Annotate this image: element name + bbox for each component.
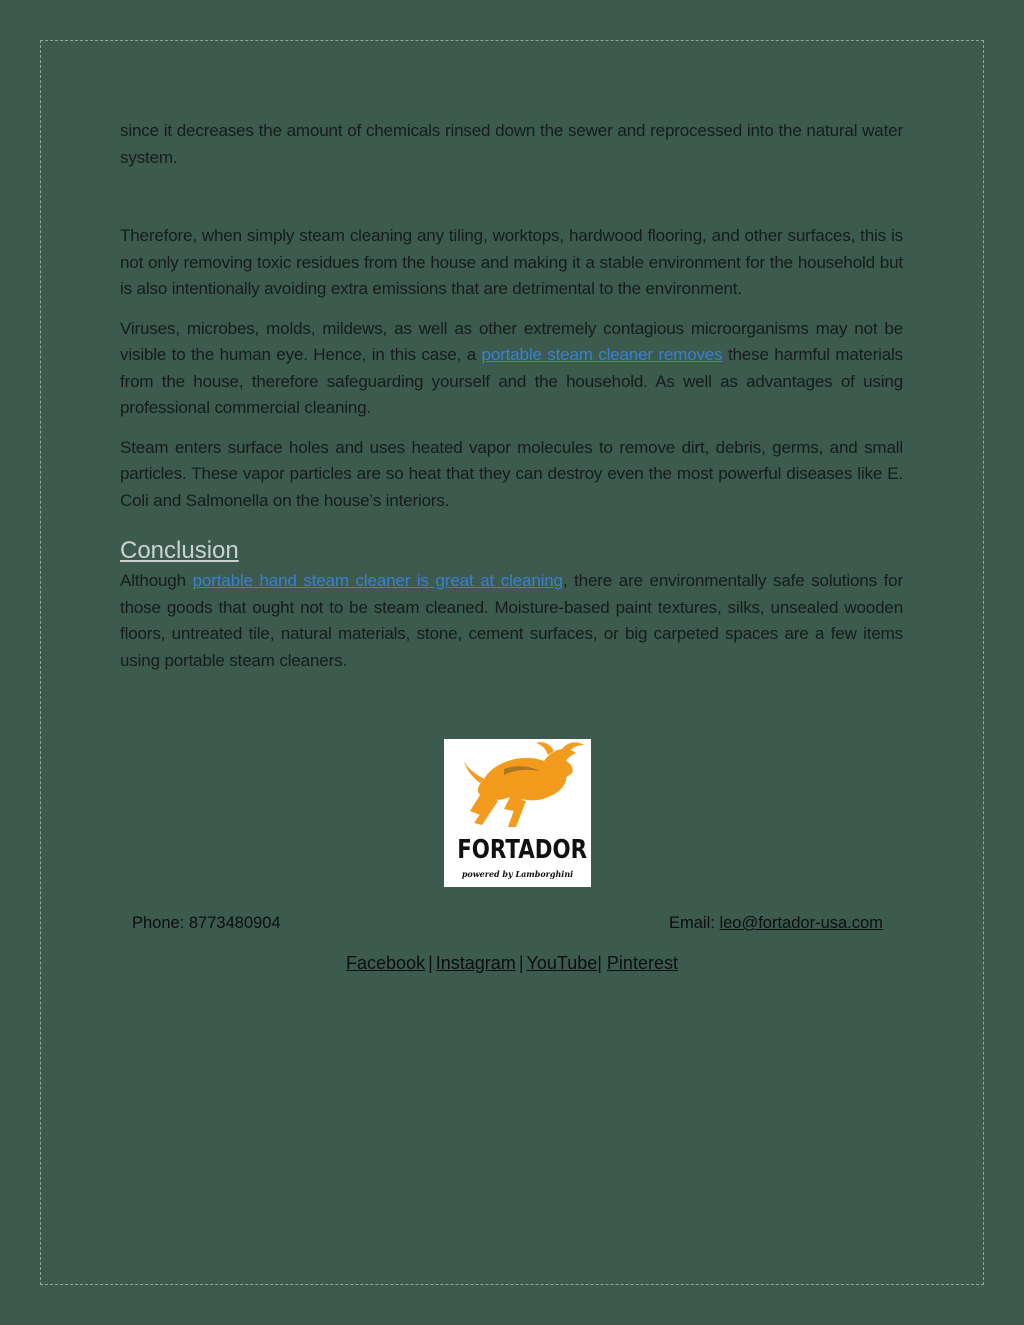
paragraph-2: Therefore, when simply steam cleaning any tiling, worktops, hardwood flooring, and other surfaces, this is not only removing toxic residues from the house and making it a stable environment for the household but is also intentionally avoiding extra emissions that are detrimental to the environment.	[120, 226, 903, 298]
instagram-link[interactable]: Instagram	[435, 953, 516, 973]
youtube-link[interactable]: YouTube	[526, 953, 598, 973]
logo-wordmark: FORTADOR	[457, 835, 588, 865]
email-contact	[669, 914, 883, 933]
email-link[interactable]: leo@fortador-usa.com	[719, 914, 883, 932]
email-label: Email:	[669, 914, 720, 932]
paragraph-5	[120, 568, 903, 674]
paragraph-3-text-b: these harmful materials from the house, therefore safeguarding yourself and the household. As well as advantages of using professional commercial cleaning.	[120, 345, 903, 417]
separator: |	[597, 953, 602, 973]
paragraph-5-text-a: Although	[120, 571, 193, 590]
paragraph-3-text-a: Viruses, microbes, molds, mildews, as well as other extremely contagious microorganisms may not be visible to the human eye. Hence, in this case, a	[120, 318, 903, 364]
phone-number: Phone: 8773480904	[132, 914, 281, 932]
portable-steam-cleaner-link[interactable]: portable steam cleaner removes	[481, 345, 723, 364]
pinterest-link[interactable]: Pinterest	[606, 953, 678, 973]
facebook-link[interactable]: Facebook	[346, 953, 426, 973]
paragraph-5-text-b: , there are environmentally safe solutions for those goods that ought not to be steam cleaned. Moisture-based paint textures, silks, unsealed wooden floors, untreated tile, natural materials, stone, cement surfaces, or big carpeted spaces are a few items using portable steam cleaners.	[120, 571, 903, 670]
fortador-logo	[444, 739, 591, 887]
bull-icon	[444, 739, 591, 835]
paragraph-3	[120, 316, 903, 422]
separator: |	[518, 953, 524, 973]
logo-tagline: powered by Lamborghini	[461, 869, 574, 879]
separator: |	[428, 953, 433, 973]
social-links	[0, 953, 1024, 974]
paragraph-4: Steam enters surface holes and uses heated vapor molecules to remove dirt, debris, germs, and small particles. These vapor particles are so heat that they can destroy even the most powerful diseases like E. Coli and Salmonella on the house’s interiors.	[120, 437, 903, 510]
portable-hand-steam-cleaner-link[interactable]: portable hand steam cleaner is great at cleaning	[192, 571, 563, 590]
document-body	[120, 118, 903, 687]
conclusion-heading: Conclusion	[120, 537, 239, 564]
paragraph-1: since it decreases the amount of chemicals rinsed down the sewer and reprocessed into the natural water system.	[120, 121, 903, 167]
